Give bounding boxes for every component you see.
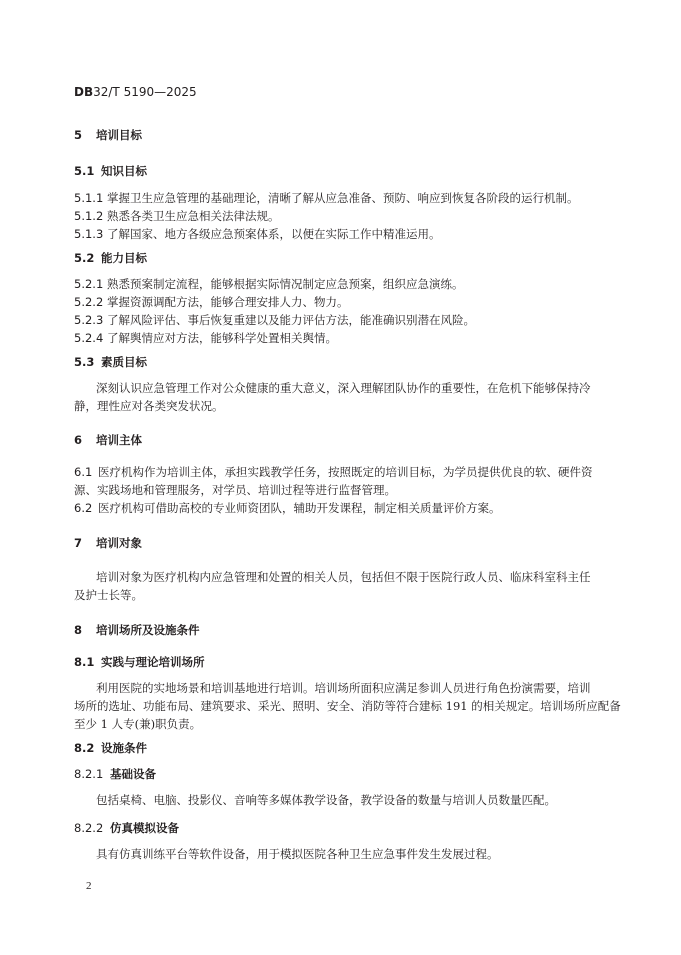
clause-6-2: 6.2 医疗机构可借助高校的专业师资团队，辅助开发课程，制定相关质量评价方案。 bbox=[74, 501, 501, 515]
section-8-2-heading: 8.2 设施条件 bbox=[74, 741, 147, 755]
section-8-1-heading: 8.1 实践与理论培训场所 bbox=[74, 655, 205, 669]
section-5-heading: 5 培训目标 bbox=[74, 128, 142, 142]
clause-5-1-3: 5.1.3 了解国家、地方各级应急预案体系，以便在实际工作中精准运用。 bbox=[74, 227, 441, 241]
paragraph-8-2-1: 包括桌椅、电脑、投影仪、音响等多媒体教学设备，教学设备的数量与培训人员数量匹配。 bbox=[96, 793, 556, 807]
clause-6-1-line-2: 源、实践场地和管理服务，对学员、培训过程等进行监督管理。 bbox=[74, 483, 396, 497]
clause-5-2-3: 5.2.3 了解风险评估、事后恢复重建以及能力评估方法，能准确识别潜在风险。 bbox=[74, 313, 475, 327]
clause-5-2-4: 5.2.4 了解舆情应对方法，能够科学处置相关舆情。 bbox=[74, 331, 337, 345]
section-5-3-heading: 5.3 素质目标 bbox=[74, 355, 147, 369]
document-code: DB32/T 5190—2025 bbox=[74, 85, 197, 99]
paragraph-5-3-line-2: 静，理性应对各类突发状况。 bbox=[74, 399, 224, 413]
clause-5-2-2: 5.2.2 掌握资源调配方法，能够合理安排人力、物力。 bbox=[74, 295, 349, 309]
section-6-heading: 6 培训主体 bbox=[74, 433, 142, 447]
paragraph-8-1-line-3: 至少 1 人专(兼)职负责。 bbox=[74, 717, 202, 731]
paragraph-8-1-line-2: 场所的选址、功能布局、建筑要求、采光、照明、安全、消防等符合建标 191 的相关规定。培训场所应配备 bbox=[74, 699, 621, 713]
section-7-heading: 7 培训对象 bbox=[74, 536, 142, 550]
section-5-2-heading: 5.2 能力目标 bbox=[74, 251, 147, 265]
paragraph-7-line-1: 培训对象为医疗机构内应急管理和处置的相关人员，包括但不限于医院行政人员、临床科室科主任 bbox=[96, 570, 591, 584]
page-number: 2 bbox=[86, 880, 92, 892]
clause-6-1-line-1: 6.1 医疗机构作为培训主体，承担实践教学任务，按照既定的培训目标，为学员提供优良的软、硬件资 bbox=[74, 465, 593, 479]
paragraph-8-2-2: 具有仿真训练平台等软件设备，用于模拟医院各种卫生应急事件发生发展过程。 bbox=[96, 847, 499, 861]
clause-5-1-1: 5.1.1 掌握卫生应急管理的基础理论，清晰了解从应急准备、预防、响应到恢复各阶段的运行机制。 bbox=[74, 191, 579, 205]
section-8-2-1-heading: 8.2.1 基础设备 bbox=[74, 767, 156, 781]
paragraph-5-3-line-1: 深刻认识应急管理工作对公众健康的重大意义，深入理解团队协作的重要性，在危机下能够保持冷 bbox=[96, 381, 591, 395]
clause-5-2-1: 5.2.1 熟悉预案制定流程，能够根据实际情况制定应急预案，组织应急演练。 bbox=[74, 277, 464, 291]
section-8-2-2-heading: 8.2.2 仿真模拟设备 bbox=[74, 821, 179, 835]
paragraph-7-line-2: 及护士长等。 bbox=[74, 588, 143, 602]
section-8-heading: 8 培训场所及设施条件 bbox=[74, 623, 200, 637]
section-5-1-heading: 5.1 知识目标 bbox=[74, 164, 147, 178]
paragraph-8-1-line-1: 利用医院的实地场景和培训基地进行培训。培训场所面积应满足参训人员进行角色扮演需要，培训 bbox=[96, 681, 591, 695]
clause-5-1-2: 5.1.2 熟悉各类卫生应急相关法律法规。 bbox=[74, 209, 280, 223]
